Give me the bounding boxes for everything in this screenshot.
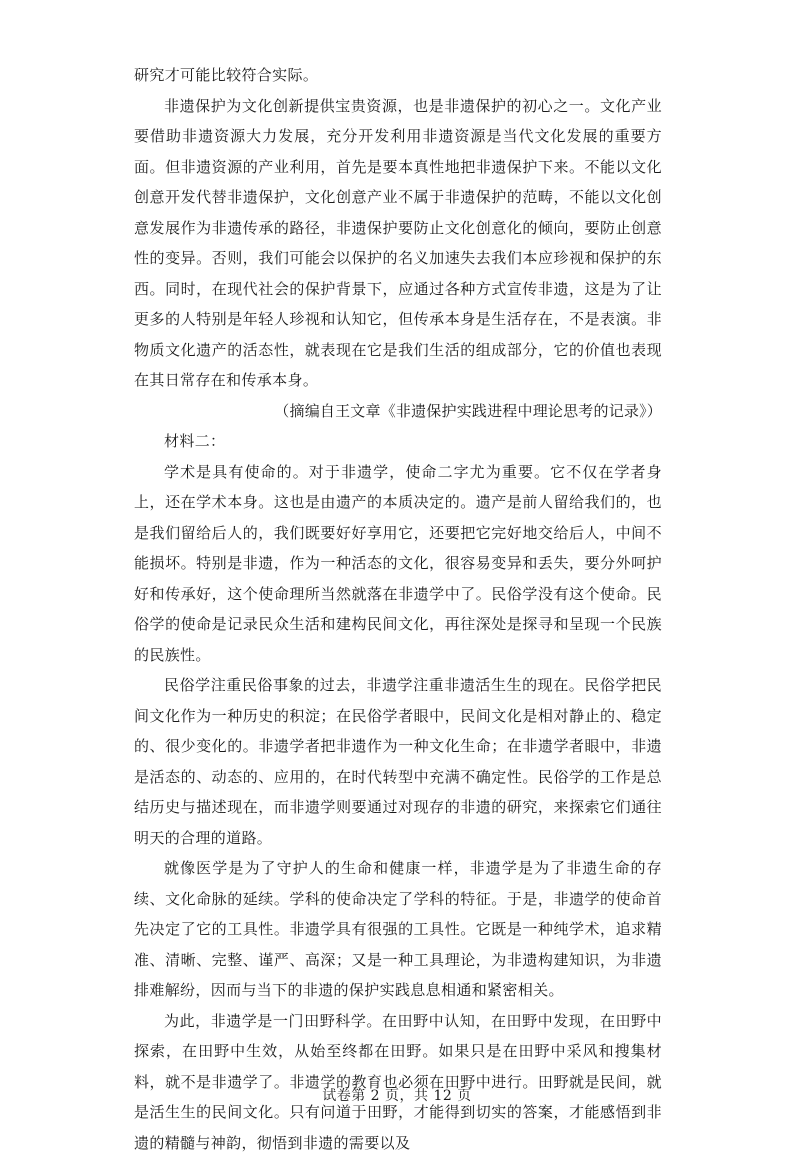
paragraph-instrumentality: 就像医学是为了守护人的生命和健康一样，非遗学是为了非遗生命的存续、文化命脉的延续。学科的使命决定了学科的特征。于是，非遗学的使命首先决定了它的工具性。非遗学具有很强的工具性。它既是一种纯学术，追求精准、清晰、完整、谨严、高深；又是一种工具理论，为非遗构建知识，为非遗排难解纷，因而与当下的非遗的保护实践息息相通和紧密相关。	[134, 853, 662, 1006]
paragraph-folklore-vs-heritage: 民俗学注重民俗事象的过去，非遗学注重非遗活生生的现在。民俗学把民间文化作为一种历史的积淀；在民俗学者眼中，民间文化是相对静止的、稳定的、很少变化的。非遗学者把非遗作为一种文化生命；在非遗学者眼中，非遗是活态的、动态的、应用的，在时代转型中充满不确定性。民俗学的工作是总结历史与描述现在，而非遗学则要通过对现存的非遗的研究，来探索它们通往明天的合理的道路。	[134, 670, 662, 853]
paragraph-academic-mission: 学术是具有使命的。对于非遗学，使命二字尤为重要。它不仅在学者身上，还在学术本身。这也是由遗产的本质决定的。遗产是前人留给我们的，也是我们留给后人的，我们既要好好享用它，还要把它完好地交给后人，中间不能损坏。特别是非遗，作为一种活态的文化，很容易变异和丢失，要分外呵护好和传承好，这个使命理所当然就落在非遗学中了。民俗学没有这个使命。民俗学的使命是记录民众生活和建构民间文化，再往深处是探寻和呈现一个民族的民族性。	[134, 457, 662, 671]
paragraph-field-science: 为此，非遗学是一门田野科学。在田野中认知，在田野中发现，在田野中探索，在田野中生效，从始至终都在田野。如果只是在田野中采风和搜集材料，就不是非遗学了。非遗学的教育也必须在田野中进行。田野就是民间，就是活生生的民间文化。只有问道于田野，才能得到切实的答案，才能感悟到非遗的精髓与神韵，彻悟到非遗的需要以及	[134, 1006, 662, 1158]
paragraph-heritage-protection: 非遗保护为文化创新提供宝贵资源，也是非遗保护的初心之一。文化产业要借助非遗资源大力发展，充分开发利用非遗资源是当代文化发展的重要方面。但非遗资源的产业利用，首先是要本真性地把非遗保护下来。不能以文化创意开发代替非遗保护，文化创意产业不属于非遗保护的范畴，不能以文化创意发展作为非遗传承的路径，非遗保护要防止文化创意化的倾向，要防止创意性的变异。否则，我们可能会以保护的名义加速失去我们本应珍视和保护的东西。同时，在现代社会的保护背景下，应通过各种方式宣传非遗，这是为了让更多的人特别是年轻人珍视和认知它，但传承本身是生活存在，不是表演。非物质文化遗产的活态性，就表现在它是我们生活的组成部分，它的价值也表现在其日常存在和传承本身。	[134, 91, 662, 396]
paragraph-continuation: 研究才可能比较符合实际。	[134, 60, 662, 91]
section-label-material-two: 材料二：	[134, 426, 662, 457]
page-footer: 试卷第 2 页，共 12 页	[0, 1085, 794, 1105]
page-content	[134, 60, 662, 1158]
source-citation: （摘编自王文章《非遗保护实践进程中理论思考的记录》）	[134, 396, 662, 427]
